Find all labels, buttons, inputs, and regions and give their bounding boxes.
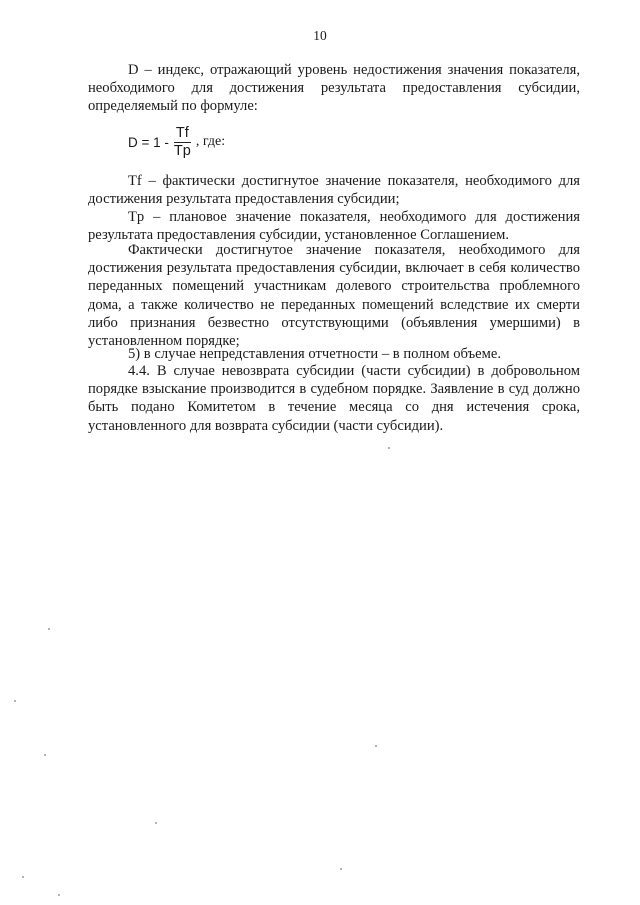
scan-speck xyxy=(14,700,16,702)
scan-speck xyxy=(22,876,24,878)
paragraph-tf-definition: Tf – фактически достигнутое значение показателя, необходимого для достижения результата предоставления субсидии; xyxy=(88,173,580,208)
formula-fraction xyxy=(172,126,193,159)
paragraph-d-index-definition: D – индекс, отражающий уровень недостижения значения показателя, необходимого для достижения результата предоставления субсидии, определяемый по формуле: xyxy=(88,62,580,115)
scan-speck xyxy=(58,894,60,896)
paragraph-item-5: 5) в случае непредставления отчетности – в полном объеме. xyxy=(128,346,501,362)
formula-numerator: Tf xyxy=(175,124,189,141)
formula xyxy=(128,126,225,158)
paragraph-section-4-4: 4.4. В случае невозврата субсидии (части субсидии) в добровольном порядке взыскание производится в судебном порядке. Заявление в суд должно быть подано Комитетом в течение месяца со дня истечения срока, установленного для возврата субсидии (части субсидии). xyxy=(88,363,580,434)
formula-suffix: , где: xyxy=(195,134,226,149)
paragraph-actual-value: Фактически достигнутое значение показателя, необходимого для достижения результата предоставления субсидии, включает в себя количество переданных помещений участникам долевого строительства проблемного дома, а также количество не переданных помещений вследствие их смерти либо признания безвестно отсутствующими (объявления умершими) в установленном порядке; xyxy=(88,242,580,350)
scan-speck xyxy=(375,745,377,747)
formula-denominator: Tp xyxy=(173,142,191,159)
scan-speck xyxy=(48,628,50,630)
page-number: 10 xyxy=(313,28,327,43)
paragraph-tp-definition: Tp – плановое значение показателя, необходимого для достижения результата предоставления субсидии, установленное Соглашением. xyxy=(88,209,580,244)
formula-lhs: D = 1 - xyxy=(128,134,169,150)
scan-speck xyxy=(155,822,157,824)
scan-speck xyxy=(44,754,46,756)
scan-speck xyxy=(388,447,390,449)
scan-speck xyxy=(340,868,342,870)
